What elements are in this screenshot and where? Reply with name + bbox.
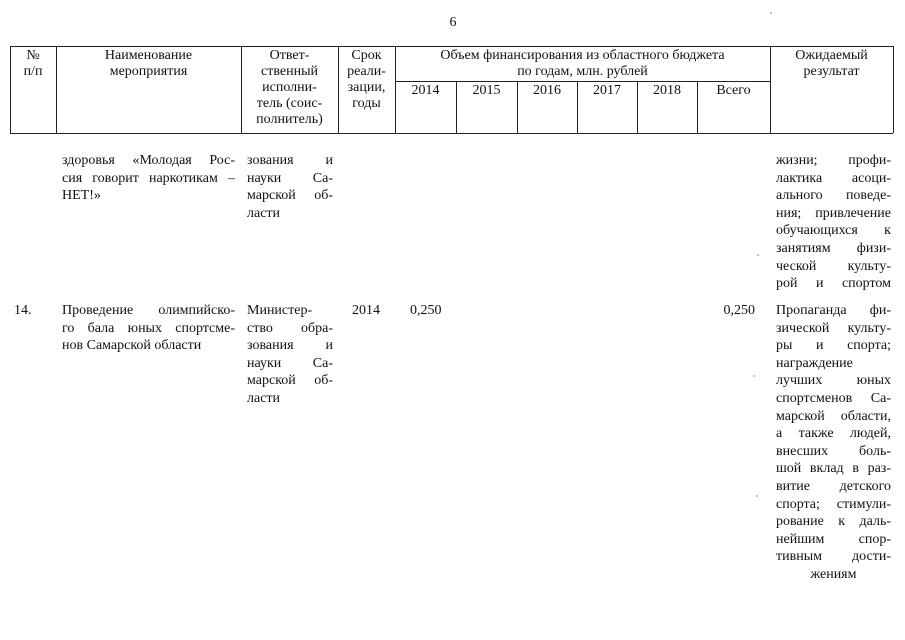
row-name: здоровья «Молодая Рос- сия говорит наркотикам – НЕТ!» [62,153,235,204]
row-responsible: зования и науки Са- марской об- ласти [247,153,333,221]
header-result: Ожидаемый результат [795,48,868,79]
scan-speck [756,495,758,497]
row-name: Проведение олимпийско- го бала юных спортсме- нов Самарской области [62,303,235,354]
row-value-2014: 0,250 [410,303,442,318]
header-responsible: Ответ- ственный исполни- тель (соис- полнитель) [256,48,323,127]
scan-speck [753,375,755,377]
row-period: 2014 [352,303,380,318]
row-result: жизни; профи- лактика асоци- ального поведе- ния; привлечение обучающихся к занятиям физи- ческой культу- рой и спортом [776,153,891,292]
header-period: Срок реали- зации, годы [347,48,386,111]
header-year-2017: 2017 [593,83,621,98]
row-number: 14. [14,303,32,318]
row-value-total: 0,250 [723,303,755,318]
header-total: Всего [716,83,751,98]
row-result: Пропаганда фи- зической культу- ры и спорта; награждение лучших юных спортсменов Са- марской области, а также людей, внесших боль- шой вклад в раз- витие детского спорта; стимули- рование к даль- нейшим спор- тивным дости- жениям [776,303,891,582]
scan-speck [770,12,772,14]
page-number: 6 [449,15,457,30]
header-funding: Объем финансирования из областного бюджета по годам, млн. рублей [440,48,725,79]
scan-speck [757,254,759,256]
header-num: № п/п [23,48,43,79]
header-name: Наименование мероприятия [104,48,193,79]
header-year-2018: 2018 [653,83,681,98]
header-year-2015: 2015 [472,83,501,98]
header-year-2014: 2014 [411,83,440,98]
header-year-2016: 2016 [533,83,561,98]
row-responsible: Министер- ство обра- зования и науки Са- марской об- ласти [247,303,333,406]
